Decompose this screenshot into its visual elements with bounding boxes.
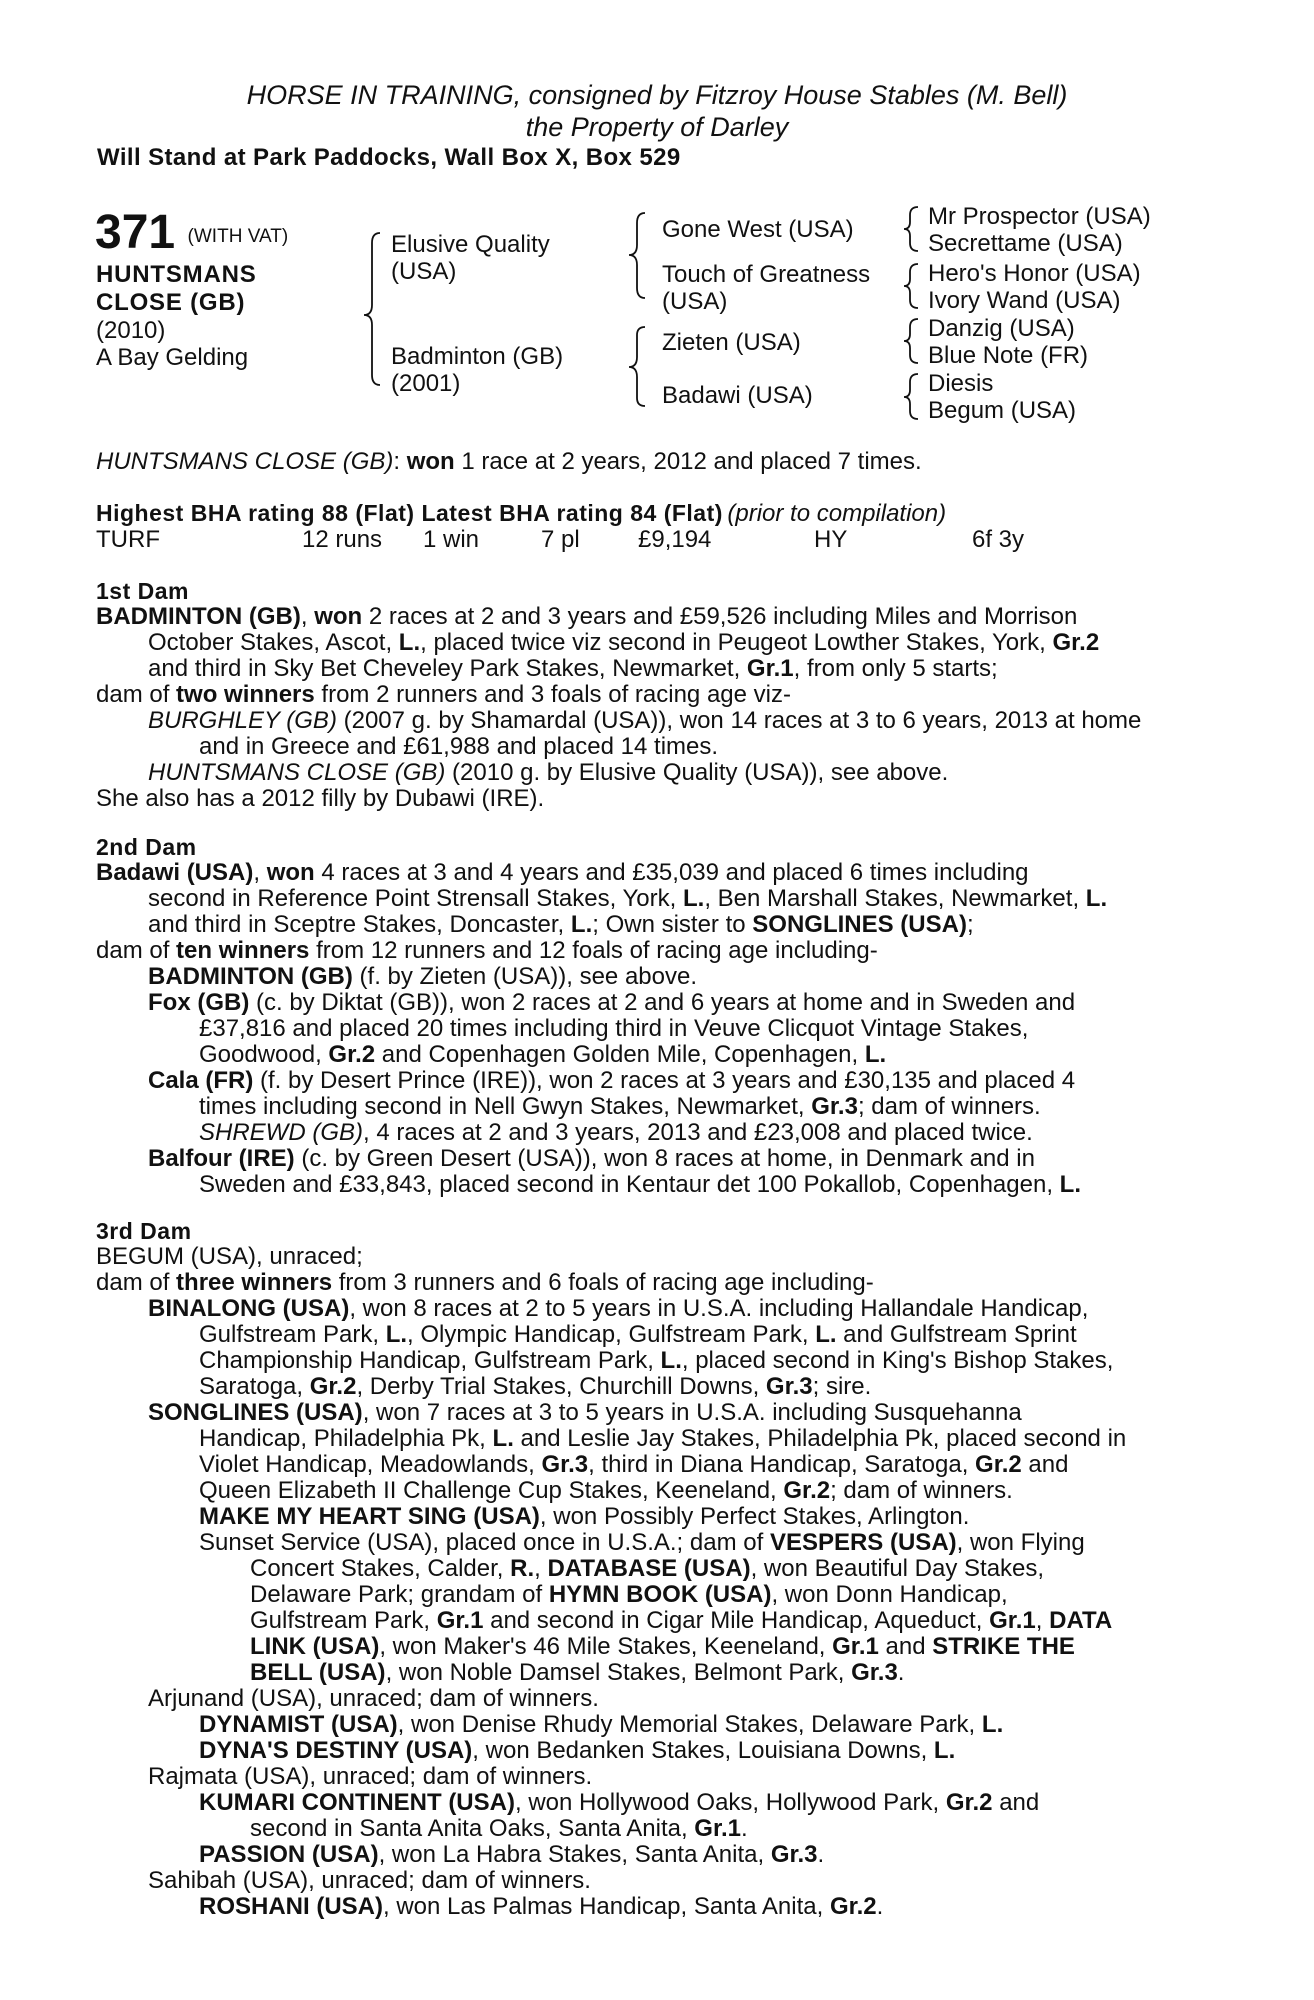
record-distance: 6f 3y	[972, 526, 1025, 553]
pedigree-sdd: Ivory Wand (USA)	[928, 287, 1121, 314]
pedigree-dds: Diesis	[928, 370, 994, 397]
dam3-line: Violet Handicap, Meadowlands, Gr.3, third in Diana Handicap, Saratoga, Gr.2 and	[199, 1451, 1069, 1478]
dam3-line: Arjunand (USA), unraced; dam of winners.	[148, 1685, 599, 1712]
dam2-line: times including second in Nell Gwyn Stakes, Newmarket, Gr.3; dam of winners.	[199, 1093, 1041, 1120]
lot-number: 371	[95, 206, 176, 259]
dam1-line: and in Greece and £61,988 and placed 14 times.	[199, 733, 719, 760]
record-surface: TURF	[96, 526, 160, 553]
dam2-line: and third in Sceptre Stakes, Doncaster, L.; Own sister to SONGLINES (USA);	[148, 911, 974, 938]
pedigree-sire-country: (USA)	[391, 258, 457, 285]
dam2-line: Badawi (USA), won 4 races at 3 and 4 years and £35,039 and placed 6 times including	[96, 859, 1029, 886]
pedigree-dam: Badminton (GB)	[391, 343, 564, 370]
dam3-line: KUMARI CONTINENT (USA), won Hollywood Oaks, Hollywood Park, Gr.2 and	[199, 1789, 1040, 1816]
dam1-line: October Stakes, Ascot, L., placed twice viz second in Peugeot Lowther Stakes, York, Gr.2	[148, 629, 1100, 656]
pedigree-sds: Hero's Honor (USA)	[928, 260, 1141, 287]
dam2-line: Goodwood, Gr.2 and Copenhagen Golden Mile, Copenhagen, L.	[199, 1041, 887, 1068]
pedigree-sire-dam-country: (USA)	[662, 288, 728, 315]
dam2-line: dam of ten winners from 12 runners and 12 foals of racing age including-	[96, 937, 878, 964]
dam3-line: Rajmata (USA), unraced; dam of winners.	[148, 1763, 593, 1790]
summary-horse: HUNTSMANS CLOSE (GB)	[96, 448, 394, 475]
pedigree-dsd: Blue Note (FR)	[928, 342, 1089, 369]
dam1-line: dam of two winners from 2 runners and 3 foals of racing age viz-	[96, 681, 791, 708]
pedigree-sire-dam: Touch of Greatness	[662, 261, 871, 288]
dam3-line: Gulfstream Park, Gr.1 and second in Cigar Mile Handicap, Aqueduct, Gr.1, DATA	[250, 1607, 1113, 1634]
dam3-line: SONGLINES (USA), won 7 races at 3 to 5 years in U.S.A. including Susquehanna	[148, 1399, 1022, 1426]
dam1-heading: 1st Dam	[96, 578, 189, 604]
pedigree-ssd: Secrettame (USA)	[928, 230, 1123, 257]
pedigree-dam-year: (2001)	[391, 370, 461, 397]
record-runs: 12 runs	[302, 526, 383, 553]
horse-name-line2: CLOSE (GB)	[96, 289, 246, 316]
dam3-line: dam of three winners from 3 runners and 6 foals of racing age including-	[96, 1269, 874, 1296]
dam2-line: SHREWD (GB), 4 races at 2 and 3 years, 2013 and £23,008 and placed twice.	[199, 1119, 1033, 1146]
rating-note: (prior to compilation)	[727, 500, 947, 527]
rating-text: Highest BHA rating 88 (Flat) Latest BHA rating 84 (Flat)	[96, 500, 723, 526]
dam3-line: BINALONG (USA), won 8 races at 2 to 5 years in U.S.A. including Hallandale Handicap,	[148, 1295, 1089, 1322]
rating-line	[96, 500, 946, 528]
dam3-line: Sunset Service (USA), placed once in U.S.A.; dam of VESPERS (USA), won Flying	[199, 1529, 1085, 1556]
summary-rest: 1 race at 2 years, 2012 and placed 7 times.	[454, 448, 922, 475]
dam3-line: Championship Handicap, Gulfstream Park, L., placed second in King's Bishop Stakes,	[199, 1347, 1114, 1374]
horse-name-line1: HUNTSMANS	[96, 261, 257, 288]
horse-description: A Bay Gelding	[96, 344, 249, 371]
horse-year: (2010)	[96, 317, 166, 344]
dam3-heading: 3rd Dam	[96, 1218, 192, 1244]
record-prize: £9,194	[638, 526, 712, 553]
dam3-line: Queen Elizabeth II Challenge Cup Stakes, Keeneland, Gr.2; dam of winners.	[199, 1477, 1013, 1504]
dam3-line: LINK (USA), won Maker's 46 Mile Stakes, Keeneland, Gr.1 and STRIKE THE	[250, 1633, 1075, 1660]
race-summary	[96, 448, 922, 476]
dam3-line: PASSION (USA), won La Habra Stakes, Santa Anita, Gr.3.	[199, 1841, 825, 1868]
summary-colon: :	[393, 448, 407, 475]
pedigree-ddd: Begum (USA)	[928, 397, 1077, 424]
dam2-line: Cala (FR) (f. by Desert Prince (IRE)), won 2 races at 3 years and £30,135 and placed 4	[148, 1067, 1076, 1094]
dam2-line: £37,816 and placed 20 times including third in Veuve Clicquot Vintage Stakes,	[199, 1015, 1029, 1042]
dam2-line: Fox (GB) (c. by Diktat (GB)), won 2 races at 2 and 6 years at home and in Sweden and	[148, 989, 1076, 1016]
pedigree-sire-sire: Gone West (USA)	[662, 216, 854, 243]
dam3-line: BEGUM (USA), unraced;	[96, 1243, 363, 1270]
pedigree-dam-dam: Badawi (USA)	[662, 382, 813, 409]
dam1-line: BADMINTON (GB), won 2 races at 2 and 3 years and £59,526 including Miles and Morrison	[96, 603, 1078, 630]
header-title-line2: the Property of Darley	[525, 112, 789, 142]
dam1-line: She also has a 2012 filly by Dubawi (IRE).	[96, 785, 545, 812]
dam3-line: DYNAMIST (USA), won Denise Rhudy Memorial Stakes, Delaware Park, L.	[199, 1711, 1004, 1738]
record-going: HY	[814, 526, 848, 553]
lot-vat: (WITH VAT)	[187, 226, 289, 247]
dam3-line: Concert Stakes, Calder, R., DATABASE (USA), won Beautiful Day Stakes,	[250, 1555, 1045, 1582]
pedigree-sire: Elusive Quality	[391, 231, 550, 258]
dam1-line: and third in Sky Bet Cheveley Park Stakes, Newmarket, Gr.1, from only 5 starts;	[148, 655, 998, 682]
dam2-line: second in Reference Point Strensall Stakes, York, L., Ben Marshall Stakes, Newmarket, L.	[148, 885, 1108, 912]
header-title-line1: HORSE IN TRAINING, consigned by Fitzroy House Stables (M. Bell)	[246, 80, 1068, 110]
dam3-line: MAKE MY HEART SING (USA), won Possibly Perfect Stakes, Arlington.	[199, 1503, 970, 1530]
summary-won: won	[406, 448, 455, 475]
dam3-line: Handicap, Philadelphia Pk, L. and Leslie Jay Stakes, Philadelphia Pk, placed second in	[199, 1425, 1127, 1452]
record-placed: 7 pl	[541, 526, 580, 553]
record-wins: 1 win	[423, 526, 480, 553]
dam1-line: HUNTSMANS CLOSE (GB) (2010 g. by Elusive Quality (USA)), see above.	[148, 759, 949, 786]
dam3-line: Saratoga, Gr.2, Derby Trial Stakes, Churchill Downs, Gr.3; sire.	[199, 1373, 872, 1400]
dam3-line: Delaware Park; grandam of HYMN BOOK (USA), won Donn Handicap,	[250, 1581, 1008, 1608]
pedigree-dam-sire: Zieten (USA)	[662, 329, 801, 356]
header-stand: Will Stand at Park Paddocks, Wall Box X, Box 529	[97, 144, 681, 171]
dam3-line: Gulfstream Park, L., Olympic Handicap, Gulfstream Park, L. and Gulfstream Sprint	[199, 1321, 1077, 1348]
dam2-line: Sweden and £33,843, placed second in Kentaur det 100 Pokallob, Copenhagen, L.	[199, 1171, 1081, 1198]
pedigree-sss: Mr Prospector (USA)	[928, 203, 1151, 230]
dam2-line: Balfour (IRE) (c. by Green Desert (USA)), won 8 races at home, in Denmark and in	[148, 1145, 1035, 1172]
dam3-line: second in Santa Anita Oaks, Santa Anita, Gr.1.	[250, 1815, 748, 1842]
dam3-line: ROSHANI (USA), won Las Palmas Handicap, Santa Anita, Gr.2.	[199, 1893, 884, 1920]
dam3-line: BELL (USA), won Noble Damsel Stakes, Belmont Park, Gr.3.	[250, 1659, 905, 1686]
pedigree-dss: Danzig (USA)	[928, 315, 1075, 342]
dam2-heading: 2nd Dam	[96, 834, 197, 860]
dam2-line: BADMINTON (GB) (f. by Zieten (USA)), see above.	[148, 963, 698, 990]
dam3-line: Sahibah (USA), unraced; dam of winners.	[148, 1867, 591, 1894]
dam3-line: DYNA'S DESTINY (USA), won Bedanken Stakes, Louisiana Downs, L.	[199, 1737, 956, 1764]
dam1-line: BURGHLEY (GB) (2007 g. by Shamardal (USA)), won 14 races at 3 to 6 years, 2013 at home	[148, 707, 1142, 734]
